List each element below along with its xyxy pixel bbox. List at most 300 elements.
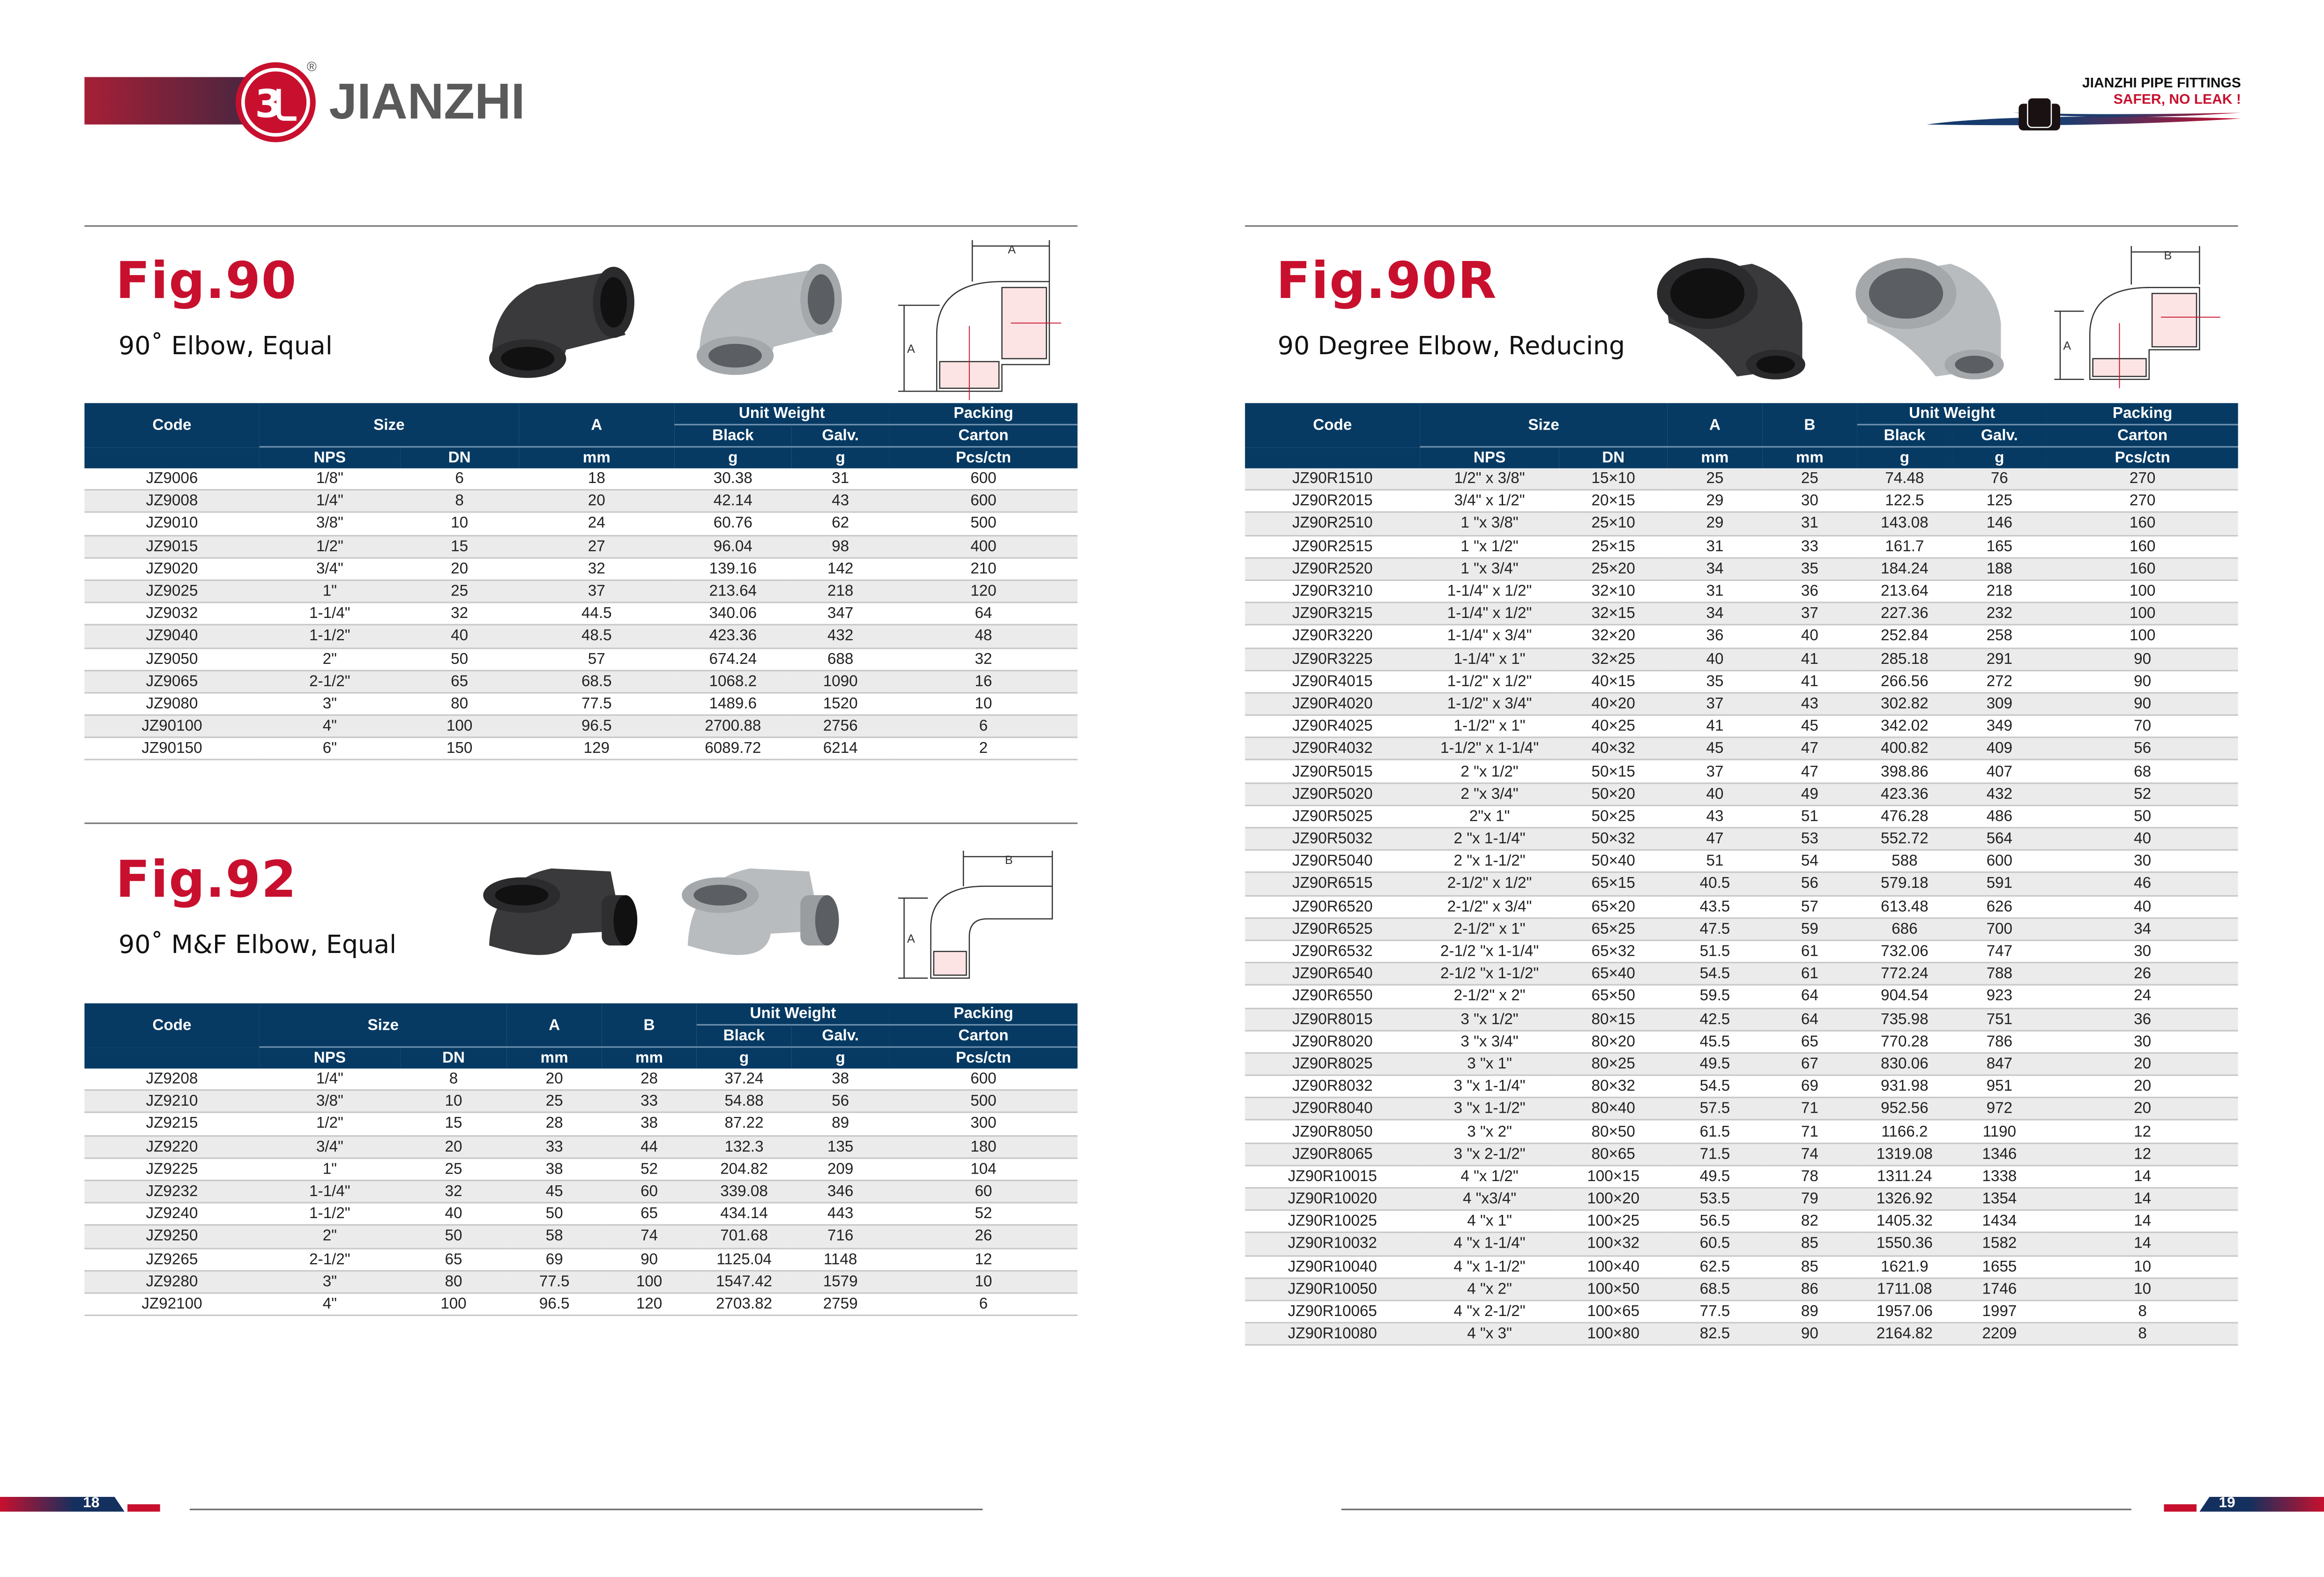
cell-code: JZ9080 xyxy=(84,692,259,715)
cell-galv-weight: 1434 xyxy=(1952,1210,2047,1233)
cell-dn: 100×25 xyxy=(1559,1210,1668,1233)
cell-code: JZ90R10025 xyxy=(1245,1210,1420,1233)
cell-a: 20 xyxy=(507,1069,602,1090)
cell-black-weight: 1405.32 xyxy=(1857,1210,1952,1233)
cell-packing: 500 xyxy=(889,1090,1078,1113)
fig92-technical-drawing xyxy=(895,848,1061,984)
cell-black-weight: 735.98 xyxy=(1857,1008,1952,1030)
cell-a: 96.5 xyxy=(519,715,674,737)
cell-code: JZ90R8020 xyxy=(1245,1030,1420,1053)
cell-dn: 100×40 xyxy=(1559,1255,1668,1278)
cell-dn: 40×20 xyxy=(1559,692,1668,715)
cell-black-weight: 96.04 xyxy=(674,535,791,558)
cell-packing: 6 xyxy=(889,715,1078,737)
cell-packing: 10 xyxy=(889,692,1078,715)
cell-packing: 90 xyxy=(2047,692,2238,715)
cell-a: 43 xyxy=(1668,805,1762,828)
cell-black-weight: 588 xyxy=(1857,850,1952,873)
table-row xyxy=(1245,1323,2238,1346)
cell-galv-weight: 347 xyxy=(791,603,889,625)
cell-code: JZ90R8040 xyxy=(1245,1098,1420,1120)
cell-nps: 4 "x 3" xyxy=(1420,1323,1559,1346)
cell-black-weight: 342.02 xyxy=(1857,715,1952,737)
cell-dn: 10 xyxy=(400,1090,507,1113)
cell-packing: 6 xyxy=(889,1293,1078,1316)
cell-a: 51.5 xyxy=(1668,940,1762,963)
fig90-dim-a-label-side: A xyxy=(907,342,915,356)
cell-nps: 4 "x3/4" xyxy=(1420,1188,1559,1210)
table-row xyxy=(84,535,1077,558)
cell-packing: 60 xyxy=(889,1180,1078,1203)
cell-b: 53 xyxy=(1762,828,1857,850)
cell-black-weight: 398.86 xyxy=(1857,760,1952,783)
cell-black-weight: 54.88 xyxy=(697,1090,791,1113)
cell-dn: 100×20 xyxy=(1559,1188,1668,1210)
cell-nps: 1-1/2" xyxy=(260,1203,401,1225)
cell-packing: 20 xyxy=(2047,1075,2238,1098)
table-row xyxy=(1245,1233,2238,1255)
tagline-block xyxy=(1912,74,2241,134)
cell-packing: 16 xyxy=(889,670,1078,692)
cell-nps: 1/2" x 3/8" xyxy=(1420,469,1559,490)
page-number-right: 19 xyxy=(2219,1495,2235,1512)
cell-code: JZ90R8050 xyxy=(1245,1120,1420,1143)
cell-code: JZ9065 xyxy=(84,670,259,692)
cell-packing: 20 xyxy=(2047,1053,2238,1075)
cell-b: 35 xyxy=(1762,558,1857,580)
cell-nps: 1-1/4" xyxy=(260,603,401,625)
cell-a: 33 xyxy=(507,1135,602,1158)
cell-black-weight: 552.72 xyxy=(1857,828,1952,850)
cell-galv-weight: 258 xyxy=(1952,625,2047,647)
table-row xyxy=(1245,647,2238,670)
cell-nps: 2 "x 1-1/2" xyxy=(1420,850,1559,873)
cell-packing: 160 xyxy=(2047,535,2238,558)
cell-nps: 2" xyxy=(260,647,401,670)
cell-black-weight: 1068.2 xyxy=(674,670,791,692)
cell-galv-weight: 2759 xyxy=(791,1293,889,1316)
cell-black-weight: 139.16 xyxy=(674,558,791,580)
cell-packing: 24 xyxy=(2047,985,2238,1008)
cell-b: 49 xyxy=(1762,783,1857,805)
fig92-title: Fig.92 xyxy=(115,850,298,910)
cell-nps: 3/4" x 1/2" xyxy=(1420,490,1559,513)
cell-galv-weight: 1148 xyxy=(791,1248,889,1270)
table-row xyxy=(84,1113,1077,1135)
cell-a: 45 xyxy=(1668,738,1762,760)
cell-packing: 30 xyxy=(2047,940,2238,963)
cell-dn: 40×15 xyxy=(1559,670,1668,692)
cell-black-weight: 701.68 xyxy=(697,1225,791,1248)
cell-dn: 20 xyxy=(400,1135,507,1158)
cell-galv-weight: 1090 xyxy=(791,670,889,692)
table-row xyxy=(84,1225,1077,1248)
table-row xyxy=(84,513,1077,535)
cell-black-weight: 423.36 xyxy=(1857,783,1952,805)
cell-dn: 32 xyxy=(400,603,519,625)
cell-galv-weight: 6214 xyxy=(791,738,889,760)
cell-galv-weight: 600 xyxy=(1952,850,2047,873)
cell-nps: 2-1/2" x 3/4" xyxy=(1420,895,1559,918)
cell-b: 86 xyxy=(1762,1278,1857,1301)
cell-b: 47 xyxy=(1762,738,1857,760)
cell-a: 49.5 xyxy=(1668,1165,1762,1188)
table-row xyxy=(1245,469,2238,490)
cell-code: JZ90R6540 xyxy=(1245,963,1420,985)
cell-b: 89 xyxy=(1762,1301,1857,1323)
cell-b: 85 xyxy=(1762,1233,1857,1255)
footer-rule-right xyxy=(1341,1509,2131,1510)
cell-code: JZ90R6515 xyxy=(1245,873,1420,895)
divider-left-top xyxy=(84,225,1077,227)
cell-galv-weight: 291 xyxy=(1952,647,2047,670)
cell-packing: 64 xyxy=(889,603,1078,625)
cell-black-weight: 423.36 xyxy=(674,625,791,647)
cell-packing: 26 xyxy=(889,1225,1078,1248)
cell-dn: 80×20 xyxy=(1559,1030,1668,1053)
cell-nps: 1-1/2" x 1" xyxy=(1420,715,1559,737)
cell-b: 71 xyxy=(1762,1120,1857,1143)
cell-galv-weight: 89 xyxy=(791,1113,889,1135)
fig92-subtitle: 90˚ M&F Elbow, Equal xyxy=(119,930,397,960)
cell-black-weight: 613.48 xyxy=(1857,895,1952,918)
cell-galv-weight: 31 xyxy=(791,469,889,490)
cell-code: JZ90R4032 xyxy=(1245,738,1420,760)
galvanized-reducing-elbow-image xyxy=(1847,249,2019,385)
cell-dn: 65×40 xyxy=(1559,963,1668,985)
table-row xyxy=(84,1203,1077,1225)
table-row xyxy=(1245,1030,2238,1053)
header-dn: DN xyxy=(1559,447,1668,469)
cell-packing: 90 xyxy=(2047,670,2238,692)
cell-black-weight: 2703.82 xyxy=(697,1293,791,1316)
cell-galv-weight: 38 xyxy=(791,1069,889,1090)
header-g-black: g xyxy=(674,447,791,469)
cell-b: 71 xyxy=(1762,1098,1857,1120)
cell-code: JZ9010 xyxy=(84,513,259,535)
cell-packing: 14 xyxy=(2047,1188,2238,1210)
cell-b: 57 xyxy=(1762,895,1857,918)
cell-a: 50 xyxy=(507,1203,602,1225)
footer-rule-left xyxy=(190,1509,983,1510)
cell-packing: 10 xyxy=(2047,1278,2238,1301)
cell-nps: 1-1/2" x 1-1/4" xyxy=(1420,738,1559,760)
cell-a: 53.5 xyxy=(1668,1188,1762,1210)
header-mm-b: mm xyxy=(1762,447,1857,469)
cell-a: 28 xyxy=(507,1113,602,1135)
cell-galv-weight: 165 xyxy=(1952,535,2047,558)
cell-black-weight: 1621.9 xyxy=(1857,1255,1952,1278)
black-reducing-elbow-image xyxy=(1648,249,1820,385)
cell-code: JZ9006 xyxy=(84,469,259,490)
cell-nps: 2-1/2 "x 1-1/4" xyxy=(1420,940,1559,963)
cell-nps: 3/4" xyxy=(260,1135,401,1158)
header-pcs: Pcs/ctn xyxy=(2047,447,2238,469)
cell-code: JZ9215 xyxy=(84,1113,259,1135)
table-row xyxy=(84,670,1077,692)
table-row xyxy=(1245,783,2238,805)
table-row xyxy=(84,1090,1077,1113)
table-row xyxy=(1245,1098,2238,1120)
cell-b: 44 xyxy=(602,1135,696,1158)
cell-dn: 50×15 xyxy=(1559,760,1668,783)
cell-a: 37 xyxy=(519,580,674,603)
footer-accent-left xyxy=(127,1504,160,1512)
cell-packing: 600 xyxy=(889,490,1078,513)
cell-b: 85 xyxy=(1762,1255,1857,1278)
cell-a: 36 xyxy=(1668,625,1762,647)
cell-code: JZ90R8025 xyxy=(1245,1053,1420,1075)
cell-b: 120 xyxy=(602,1293,696,1316)
cell-dn: 150 xyxy=(400,738,519,760)
cell-nps: 1-1/4" x 1" xyxy=(1420,647,1559,670)
cell-a: 44.5 xyxy=(519,603,674,625)
cell-a: 35 xyxy=(1668,670,1762,692)
table-row xyxy=(84,580,1077,603)
table-row xyxy=(1245,1075,2238,1098)
table-row xyxy=(1245,670,2238,692)
cell-black-weight: 143.08 xyxy=(1857,513,1952,535)
cell-black-weight: 434.14 xyxy=(697,1203,791,1225)
brand-name: JIANZHI xyxy=(329,74,525,131)
fig90r-dim-a-label: A xyxy=(2063,339,2071,353)
cell-a: 57 xyxy=(519,647,674,670)
cell-black-weight: 1489.6 xyxy=(674,692,791,715)
header-carton: Carton xyxy=(889,424,1078,446)
cell-black-weight: 772.24 xyxy=(1857,963,1952,985)
cell-code: JZ90R6550 xyxy=(1245,985,1420,1008)
fig90-title: Fig.90 xyxy=(115,252,298,312)
table-row xyxy=(1245,1143,2238,1165)
cell-dn: 32×10 xyxy=(1559,580,1668,603)
cell-code: JZ9050 xyxy=(84,647,259,670)
cell-a: 77.5 xyxy=(1668,1301,1762,1323)
header-code: Code xyxy=(84,403,259,446)
cell-black-weight: 339.08 xyxy=(697,1180,791,1203)
cell-nps: 6" xyxy=(260,738,401,760)
cell-a: 20 xyxy=(519,490,674,513)
cell-galv-weight: 62 xyxy=(791,513,889,535)
header-unit-weight: Unit Weight xyxy=(1857,403,2047,424)
cell-a: 40 xyxy=(1668,647,1762,670)
cell-a: 24 xyxy=(519,513,674,535)
cell-nps: 2 "x 1/2" xyxy=(1420,760,1559,783)
cell-a: 18 xyxy=(519,469,674,490)
cell-black-weight: 476.28 xyxy=(1857,805,1952,828)
header-packing: Packing xyxy=(889,403,1078,424)
cell-nps: 3 "x 1/2" xyxy=(1420,1008,1559,1030)
header-carton: Carton xyxy=(889,1025,1078,1047)
cell-code: JZ90R3225 xyxy=(1245,647,1420,670)
cell-black-weight: 674.24 xyxy=(674,647,791,670)
cell-a: 129 xyxy=(519,738,674,760)
page-number-left: 18 xyxy=(83,1495,100,1512)
cell-dn: 32×20 xyxy=(1559,625,1668,647)
cell-code: JZ90R2520 xyxy=(1245,558,1420,580)
cell-a: 34 xyxy=(1668,558,1762,580)
cell-code: JZ90R10032 xyxy=(1245,1233,1420,1255)
cell-packing: 12 xyxy=(2047,1143,2238,1165)
cell-packing: 8 xyxy=(2047,1323,2238,1346)
cell-b: 33 xyxy=(602,1090,696,1113)
cell-b: 65 xyxy=(1762,1030,1857,1053)
cell-black-weight: 1166.2 xyxy=(1857,1120,1952,1143)
pipe-swoosh-icon xyxy=(1924,98,2241,134)
cell-a: 41 xyxy=(1668,715,1762,737)
cell-nps: 2-1/2 "x 1-1/2" xyxy=(1420,963,1559,985)
cell-galv-weight: 98 xyxy=(791,535,889,558)
table-row xyxy=(84,738,1077,760)
cell-nps: 1/8" xyxy=(260,469,401,490)
cell-black-weight: 1125.04 xyxy=(697,1248,791,1270)
cell-black-weight: 579.18 xyxy=(1857,873,1952,895)
cell-packing: 12 xyxy=(2047,1120,2238,1143)
cell-code: JZ90R8015 xyxy=(1245,1008,1420,1030)
table-row xyxy=(1245,558,2238,580)
cell-nps: 1/4" xyxy=(260,1069,401,1090)
cell-galv-weight: 688 xyxy=(791,647,889,670)
cell-nps: 1 "x 3/4" xyxy=(1420,558,1559,580)
table-row xyxy=(1245,625,2238,647)
cell-a: 82.5 xyxy=(1668,1323,1762,1346)
cell-b: 82 xyxy=(1762,1210,1857,1233)
cell-black-weight: 204.82 xyxy=(697,1158,791,1180)
cell-dn: 50×40 xyxy=(1559,850,1668,873)
header-a: A xyxy=(507,1004,602,1047)
header-code: Code xyxy=(84,1004,259,1047)
cell-code: JZ90100 xyxy=(84,715,259,737)
cell-code: JZ90R3220 xyxy=(1245,625,1420,647)
cell-a: 47.5 xyxy=(1668,918,1762,940)
cell-code: JZ9025 xyxy=(84,580,259,603)
cell-code: JZ90R10050 xyxy=(1245,1278,1420,1301)
cell-dn: 20 xyxy=(400,558,519,580)
cell-a: 62.5 xyxy=(1668,1255,1762,1278)
cell-black-weight: 1711.08 xyxy=(1857,1278,1952,1301)
cell-packing: 48 xyxy=(889,625,1078,647)
cell-packing: 2 xyxy=(889,738,1078,760)
cell-nps: 2 "x 1-1/4" xyxy=(1420,828,1559,850)
cell-a: 58 xyxy=(507,1225,602,1248)
cell-a: 25 xyxy=(507,1090,602,1113)
cell-nps: 1-1/4" x 3/4" xyxy=(1420,625,1559,647)
cell-dn: 100 xyxy=(400,1293,507,1316)
cell-code: JZ90R5020 xyxy=(1245,783,1420,805)
cell-a: 57.5 xyxy=(1668,1098,1762,1120)
cell-dn: 32×25 xyxy=(1559,647,1668,670)
cell-black-weight: 285.18 xyxy=(1857,647,1952,670)
cell-galv-weight: 135 xyxy=(791,1135,889,1158)
cell-b: 61 xyxy=(1762,963,1857,985)
cell-dn: 65×25 xyxy=(1559,918,1668,940)
footer-accent-right xyxy=(2164,1504,2197,1512)
fig90r-title: Fig.90R xyxy=(1276,252,1497,312)
header-black: Black xyxy=(674,424,791,446)
cell-packing: 26 xyxy=(2047,963,2238,985)
cell-dn: 10 xyxy=(400,513,519,535)
cell-a: 68.5 xyxy=(519,670,674,692)
cell-code: JZ90R3210 xyxy=(1245,580,1420,603)
cell-code: JZ90R5025 xyxy=(1245,805,1420,828)
cell-black-weight: 1326.92 xyxy=(1857,1188,1952,1210)
cell-b: 45 xyxy=(1762,715,1857,737)
cell-packing: 90 xyxy=(2047,647,2238,670)
header-nps: NPS xyxy=(260,447,401,469)
table-row xyxy=(84,692,1077,715)
table-row xyxy=(1245,918,2238,940)
cell-packing: 400 xyxy=(889,535,1078,558)
cell-galv-weight: 564 xyxy=(1952,828,2047,850)
cell-galv-weight: 142 xyxy=(791,558,889,580)
cell-packing: 50 xyxy=(2047,805,2238,828)
cell-a: 40.5 xyxy=(1668,873,1762,895)
cell-packing: 14 xyxy=(2047,1210,2238,1233)
table-row xyxy=(84,1069,1077,1090)
cell-code: JZ92100 xyxy=(84,1293,259,1316)
cell-dn: 50 xyxy=(400,1225,507,1248)
cell-dn: 40×25 xyxy=(1559,715,1668,737)
cell-dn: 65×50 xyxy=(1559,985,1668,1008)
cell-b: 59 xyxy=(1762,918,1857,940)
table-row xyxy=(1245,738,2238,760)
table-row xyxy=(1245,895,2238,918)
cell-galv-weight: 218 xyxy=(791,580,889,603)
cell-dn: 50×20 xyxy=(1559,783,1668,805)
fig90r-subtitle: 90 Degree Elbow, Reducing xyxy=(1277,332,1625,362)
cell-packing: 500 xyxy=(889,513,1078,535)
cell-galv-weight: 1997 xyxy=(1952,1301,2047,1323)
cell-b: 31 xyxy=(1762,513,1857,535)
cell-b: 90 xyxy=(602,1248,696,1270)
cell-a: 31 xyxy=(1668,580,1762,603)
cell-nps: 4" xyxy=(260,715,401,737)
cell-galv-weight: 43 xyxy=(791,490,889,513)
cell-black-weight: 252.84 xyxy=(1857,625,1952,647)
header-nps: NPS xyxy=(1420,447,1559,469)
galvanized-mf-elbow-image xyxy=(676,856,848,981)
cell-b: 41 xyxy=(1762,670,1857,692)
cell-black-weight: 132.3 xyxy=(697,1135,791,1158)
cell-a: 27 xyxy=(519,535,674,558)
cell-a: 42.5 xyxy=(1668,1008,1762,1030)
cell-black-weight: 400.82 xyxy=(1857,738,1952,760)
cell-code: JZ9208 xyxy=(84,1069,259,1090)
header-g-black: g xyxy=(1857,447,1952,469)
cell-a: 49.5 xyxy=(1668,1053,1762,1075)
table-row xyxy=(1245,940,2238,963)
cell-packing: 600 xyxy=(889,469,1078,490)
cell-black-weight: 37.24 xyxy=(697,1069,791,1090)
header-size: Size xyxy=(260,1004,507,1047)
header-b: B xyxy=(1762,403,1857,446)
cell-nps: 2-1/2" x 1/2" xyxy=(1420,873,1559,895)
cell-a: 38 xyxy=(507,1158,602,1180)
cell-nps: 1/2" xyxy=(260,535,401,558)
cell-nps: 3" xyxy=(260,692,401,715)
cell-dn: 8 xyxy=(400,1069,507,1090)
header-size: Size xyxy=(1420,403,1667,446)
cell-galv-weight: 232 xyxy=(1952,603,2047,625)
table-row xyxy=(84,1158,1077,1180)
cell-black-weight: 1311.24 xyxy=(1857,1165,1952,1188)
cell-a: 29 xyxy=(1668,513,1762,535)
cell-a: 32 xyxy=(519,558,674,580)
tagline-line-2: SAFER, NO LEAK ! xyxy=(2113,92,2241,108)
cell-b: 74 xyxy=(602,1225,696,1248)
cell-galv-weight: 2209 xyxy=(1952,1323,2047,1346)
cell-code: JZ90R8032 xyxy=(1245,1075,1420,1098)
cell-dn: 6 xyxy=(400,469,519,490)
